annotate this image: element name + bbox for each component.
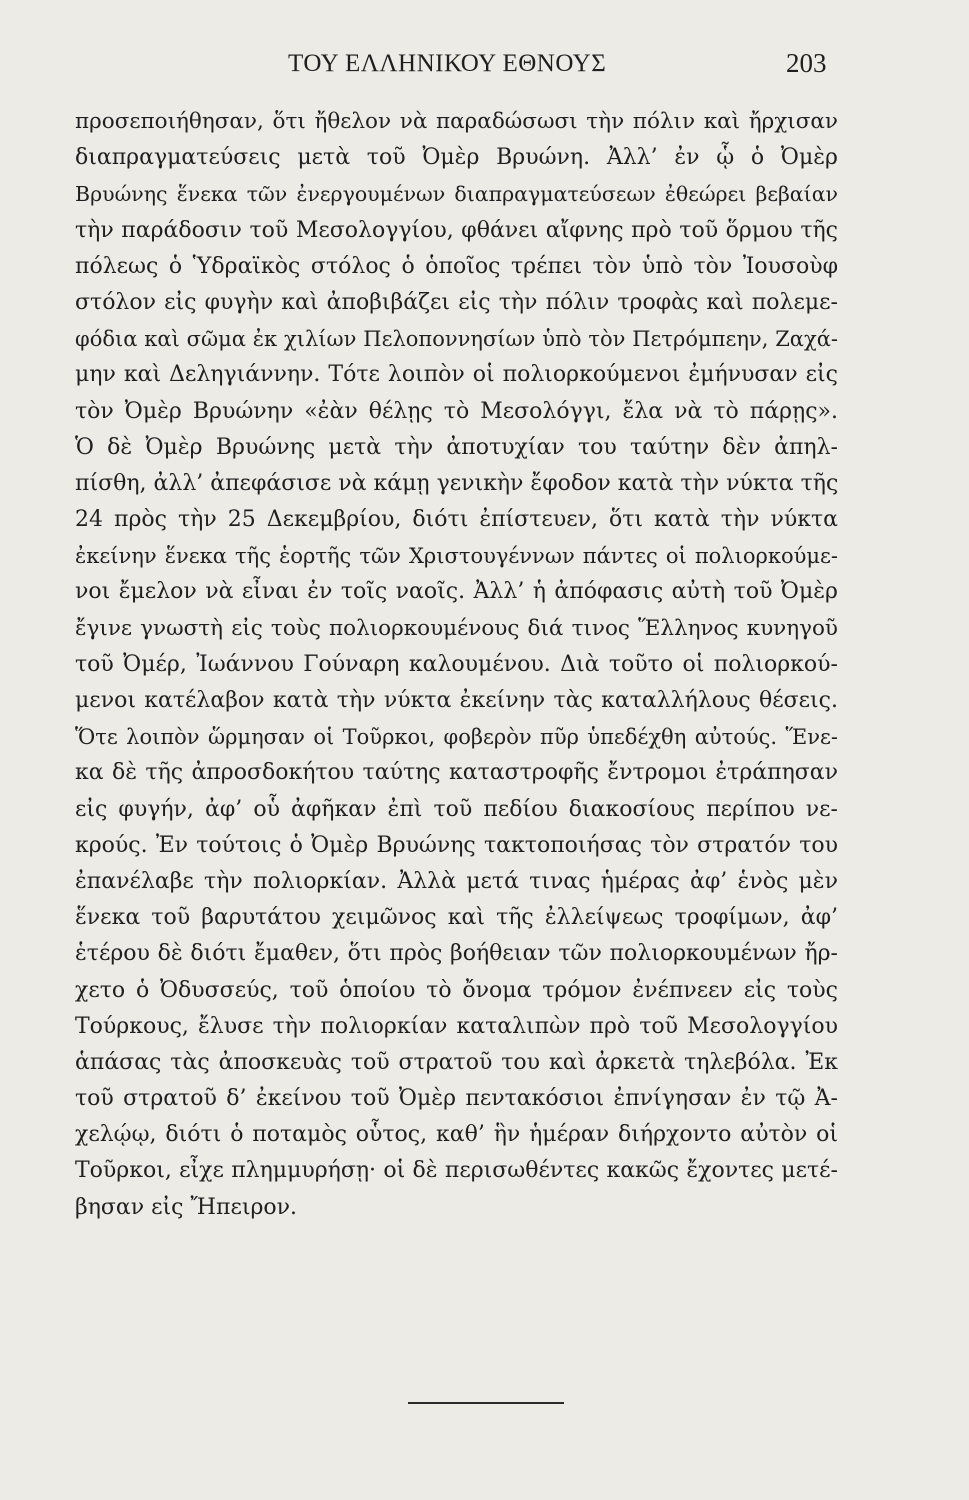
text-line: ἐκείνην ἕνεκα τῆς ἑορτῆς τῶν Χριστουγέννων πάντες οἱ πολιορκούμε- xyxy=(75,544,838,569)
text-line: ἑτέρου δὲ διότι ἔμαθεν, ὅτι πρὸς βοήθειαν τῶν πολιορκουμένων ἤρ- xyxy=(75,941,838,967)
text-line: Βρυώνης ἕνεκα τῶν ἐνεργουμένων διαπραγματεύσεων ἐθεώρει βεβαίαν xyxy=(75,182,838,207)
text-line: προσεποιήθησαν, ὅτι ἤθελον νὰ παραδώσωσι τὴν πόλιν καὶ ἤρχισαν xyxy=(75,109,838,134)
text-line: βησαν εἰς Ἤπειρον. xyxy=(75,1194,298,1220)
text-line: τὸν Ὀμὲρ Βρυώνην «ἐὰν θέλῃς τὸ Μεσολόγγι, ἔλα νὰ τὸ πάρῃς». xyxy=(75,398,838,424)
text-line: τοῦ στρατοῦ δ’ ἐκείνου τοῦ Ὀμὲρ πεντακόσιοι ἐπνίγησαν ἐν τῷ Ἀ- xyxy=(75,1086,838,1112)
section-divider xyxy=(408,1402,564,1404)
page-number: 203 xyxy=(786,48,827,78)
text-line: χελῴῳ, διότι ὁ ποταμὸς οὗτος, καθ’ ἣν ἡμέραν διήρχοντο αὐτὸν οἱ xyxy=(75,1122,838,1148)
text-line: χετο ὁ Ὀδυσσεύς, τοῦ ὁποίου τὸ ὄνομα τρόμον ἐνέπνεεν εἰς τοὺς xyxy=(75,977,838,1003)
running-title: ΤΟΥ ΕΛΛΗΝΙΚΟΥ ΕΘΝΟΥΣ xyxy=(288,50,607,77)
text-line: κα δὲ τῆς ἀπροσδοκήτου ταύτης καταστροφῆς ἔντρομοι ἐτράπησαν xyxy=(75,760,838,786)
text-line: Τοῦρκοι, εἶχε πλημμυρήσῃ· οἱ δὲ περισωθέντες κακῶς ἔχοντες μετέ- xyxy=(75,1158,838,1184)
text-line: μενοι κατέλαβον κατὰ τὴν νύκτα ἐκείνην τὰς καταλλήλους θέσεις. xyxy=(75,688,838,713)
text-line: τὴν παράδοσιν τοῦ Μεσολογγίου, φθάνει αἴφνης πρὸ τοῦ ὅρμου τῆς xyxy=(75,217,838,243)
body-text xyxy=(75,104,838,1226)
text-line: εἰς φυγήν, ἀφ’ οὗ ἀφῆκαν ἐπὶ τοῦ πεδίου διακοσίους περίπου νε- xyxy=(75,796,838,822)
text-line: ἔγινε γνωστὴ εἰς τοὺς πολιορκουμένους διά τινος Ἕλληνος κυνηγοῦ xyxy=(75,615,838,641)
text-line: ἁπάσας τὰς ἀποσκευὰς τοῦ στρατοῦ του καὶ ἀρκετὰ τηλεβόλα. Ἐκ xyxy=(75,1049,838,1075)
text-line: Τούρκους, ἔλυσε τὴν πολιορκίαν καταλιπὼν πρὸ τοῦ Μεσολογγίου xyxy=(75,1013,838,1039)
text-line: Ὁ δὲ Ὀμὲρ Βρυώνης μετὰ τὴν ἀποτυχίαν του ταύτην δὲν ἀπηλ- xyxy=(75,434,838,460)
text-line: κρούς. Ἐν τούτοις ὁ Ὀμὲρ Βρυώνης τακτοποιήσας τὸν στρατόν του xyxy=(75,832,838,858)
text-line: τοῦ Ὀμέρ, Ἰωάννου Γούναρη καλουμένου. Διὰ τοῦτο οἱ πολιορκού- xyxy=(75,651,838,677)
text-line: 24 πρὸς τὴν 25 Δεκεμβρίου, διότι ἐπίστευεν, ὅτι κατὰ τὴν νύκτα xyxy=(75,507,838,533)
text-line: πίσθη, ἀλλ’ ἀπεφάσισε νὰ κάμῃ γενικὴν ἔφοδον κατὰ τὴν νύκτα τῆς xyxy=(75,470,838,496)
text-line: ἕνεκα τοῦ βαρυτάτου χειμῶνος καὶ τῆς ἐλλείψεως τροφίμων, ἀφ’ xyxy=(75,905,838,931)
text-line: διαπραγματεύσεις μετὰ τοῦ Ὀμὲρ Βρυώνη. Ἀλλ’ ἐν ᾧ ὁ Ὀμὲρ xyxy=(75,145,838,171)
text-line: νοι ἔμελον νὰ εἶναι ἐν τοῖς ναοῖς. Ἀλλ’ ἡ ἀπόφασις αὐτὴ τοῦ Ὀμὲρ xyxy=(75,579,838,605)
text-line: φόδια καὶ σῶμα ἐκ χιλίων Πελοποννησίων ὑπὸ τὸν Πετρόμπεην, Ζαχά- xyxy=(75,327,838,352)
text-line: ἐπανέλαβε τὴν πολιορκίαν. Ἀλλὰ μετά τινας ἡμέρας ἀφ’ ἑνὸς μὲν xyxy=(75,868,838,894)
text-line: Ὅτε λοιπὸν ὥρμησαν οἱ Τοῦρκοι, φοβερὸν πῦρ ὑπεδέχθη αὐτούς. Ἕνε- xyxy=(75,725,838,750)
text-line: μην καὶ Δεληγιάννην. Τότε λοιπὸν οἱ πολιορκούμενοι ἐμήνυσαν εἰς xyxy=(75,362,838,388)
text-line: πόλεως ὁ Ὑδραϊκὸς στόλος ὁ ὁποῖος τρέπει τὸν ὑπὸ τὸν Ἰουσοὺφ xyxy=(75,253,838,279)
text-line: στόλον εἰς φυγὴν καὶ ἀποβιβάζει εἰς τὴν πόλιν τροφὰς καὶ πολεμε- xyxy=(75,289,838,315)
